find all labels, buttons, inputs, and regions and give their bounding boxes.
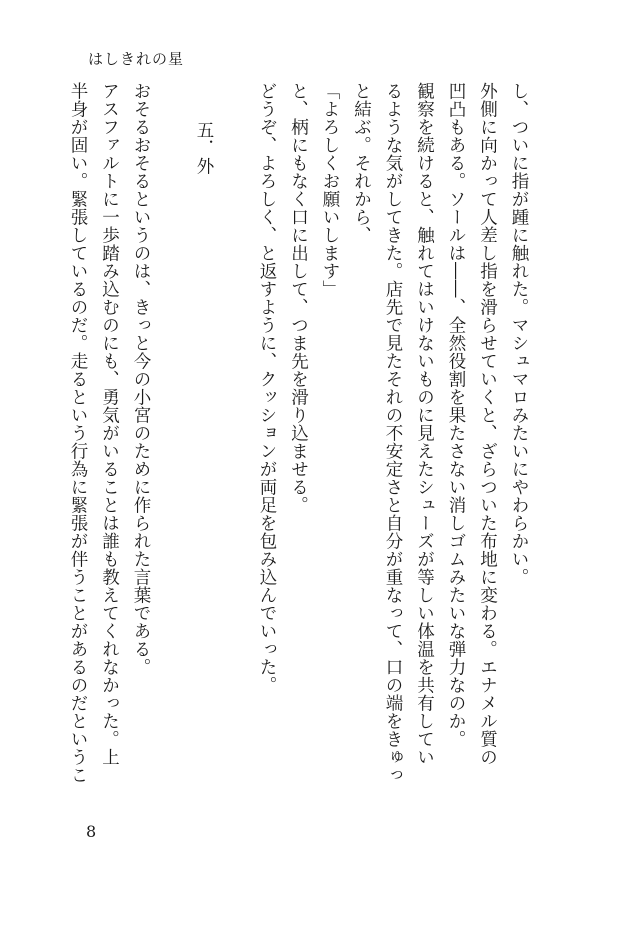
blank-line bbox=[156, 82, 188, 802]
text-line: アスファルトに一歩踏み込むのにも、勇気がいることは誰も教えてくれなかった。上 bbox=[99, 82, 120, 766]
text-line: おそるおそるというのは、きっと今の小宮のために作られた言葉である。 bbox=[131, 82, 151, 676]
text-line: 凹凸もある。ソールは――、全然役割を果たさない消しゴムみたいな弾力なのか。 bbox=[446, 82, 466, 748]
blank-line bbox=[219, 82, 251, 802]
text-line: と、柄にもなく口に出して、つま先を滑り込ませる。 bbox=[288, 82, 309, 514]
dialogue-line: 「よろしくお願いします」 bbox=[320, 82, 340, 298]
text-line: 外側に向かって人差し指を滑らせていくと、ざらついた布地に変わる。エナメル質の bbox=[477, 82, 498, 766]
text-line: どうぞ、よろしく、と返すように、クッションが両足を包み込んでいった。 bbox=[257, 82, 277, 694]
vertical-body-text bbox=[68, 82, 534, 802]
text-line: 半身が固い。緊張しているのだ。走るという行為に緊張が伴うことがあるのだというこ bbox=[68, 82, 88, 784]
page-number: 8 bbox=[86, 822, 97, 841]
section-heading: 五．外 bbox=[194, 120, 214, 175]
text-line: 観察を続けると、触れてはいけないものに見えたシューズが等しい体温を共有してい bbox=[414, 82, 435, 766]
text-line: し、ついに指が踵に触れた。マシュマロみたいにやわらかい。 bbox=[509, 82, 529, 586]
text-line: と結ぶ。それから、 bbox=[351, 82, 372, 244]
running-title: はしきれの星 bbox=[88, 50, 185, 68]
text-line: るような気がしてきた。店先で見たそれの不安定さと自分が重なって、口の端をきゅっ bbox=[383, 82, 403, 784]
